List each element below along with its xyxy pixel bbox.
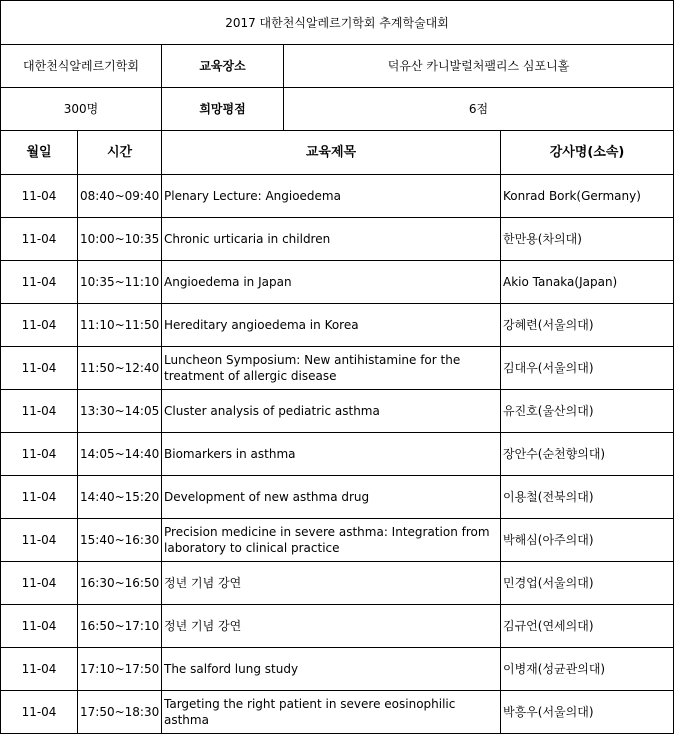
subject-cell: Targeting the right patient in severe eosinophilic asthma <box>162 691 501 734</box>
lecturer-cell: Akio Tanaka(Japan) <box>501 261 674 304</box>
time-cell: 17:10~17:50 <box>78 648 162 691</box>
organizer-cell: 대한천식알레르기학회 <box>1 45 162 88</box>
lecturer-cell: 유진호(울산의대) <box>501 390 674 433</box>
time-cell: 15:40~16:30 <box>78 519 162 562</box>
info-row-organizer <box>1 45 674 88</box>
subject-cell: Precision medicine in severe asthma: Integration from laboratory to clinical practice <box>162 519 501 562</box>
subject-cell: 정년 기념 강연 <box>162 562 501 605</box>
time-cell: 17:50~18:30 <box>78 691 162 734</box>
time-cell: 14:40~15:20 <box>78 476 162 519</box>
time-cell: 13:30~14:05 <box>78 390 162 433</box>
date-cell: 11-04 <box>1 605 78 648</box>
subject-cell: Angioedema in Japan <box>162 261 501 304</box>
subject-cell: Development of new asthma drug <box>162 476 501 519</box>
table-row <box>1 390 674 433</box>
date-cell: 11-04 <box>1 648 78 691</box>
lecturer-cell: 이병재(성균관의대) <box>501 648 674 691</box>
date-cell: 11-04 <box>1 519 78 562</box>
date-cell: 11-04 <box>1 562 78 605</box>
time-cell: 16:30~16:50 <box>78 562 162 605</box>
time-cell: 16:50~17:10 <box>78 605 162 648</box>
lecturer-cell: Konrad Bork(Germany) <box>501 175 674 218</box>
date-cell: 11-04 <box>1 175 78 218</box>
lecturer-cell: 김대우(서울의대) <box>501 347 674 390</box>
table-row <box>1 261 674 304</box>
table-row <box>1 476 674 519</box>
venue-value: 덕유산 카니발럴처팰리스 심포니홀 <box>284 45 674 88</box>
date-cell: 11-04 <box>1 433 78 476</box>
table-row <box>1 347 674 390</box>
venue-label: 교육장소 <box>162 45 284 88</box>
table-row <box>1 691 674 734</box>
lecturer-cell: 장안수(순천향의대) <box>501 433 674 476</box>
subject-cell: Hereditary angioedema in Korea <box>162 304 501 347</box>
score-label: 희망평점 <box>162 88 284 131</box>
lecturer-cell: 박해심(아주의대) <box>501 519 674 562</box>
subject-cell: 정년 기념 강연 <box>162 605 501 648</box>
header-time: 시간 <box>78 131 162 175</box>
lecturer-cell: 박흥우(서울의대) <box>501 691 674 734</box>
table-row <box>1 519 674 562</box>
header-lecturer: 강사명(소속) <box>501 131 674 175</box>
table-row <box>1 218 674 261</box>
table-row <box>1 605 674 648</box>
header-subject: 교육제목 <box>162 131 501 175</box>
subject-cell: Chronic urticaria in children <box>162 218 501 261</box>
table-title: 2017 대한천식알레르기학회 추계학술대회 <box>1 1 674 45</box>
date-cell: 11-04 <box>1 476 78 519</box>
date-cell: 11-04 <box>1 218 78 261</box>
time-cell: 14:05~14:40 <box>78 433 162 476</box>
subject-cell: Plenary Lecture: Angioedema <box>162 175 501 218</box>
subject-cell: The salford lung study <box>162 648 501 691</box>
lecturer-cell: 한만용(차의대) <box>501 218 674 261</box>
lecturer-cell: 강혜련(서울의대) <box>501 304 674 347</box>
date-cell: 11-04 <box>1 304 78 347</box>
table-row <box>1 433 674 476</box>
lecturer-cell: 이용철(전북의대) <box>501 476 674 519</box>
time-cell: 10:00~10:35 <box>78 218 162 261</box>
table-row <box>1 562 674 605</box>
title-row <box>1 1 674 45</box>
date-cell: 11-04 <box>1 691 78 734</box>
date-cell: 11-04 <box>1 261 78 304</box>
date-cell: 11-04 <box>1 390 78 433</box>
header-date: 월일 <box>1 131 78 175</box>
attendees-cell: 300명 <box>1 88 162 131</box>
time-cell: 08:40~09:40 <box>78 175 162 218</box>
info-row-attendees <box>1 88 674 131</box>
time-cell: 10:35~11:10 <box>78 261 162 304</box>
score-value: 6점 <box>284 88 674 131</box>
subject-cell: Biomarkers in asthma <box>162 433 501 476</box>
lecturer-cell: 김규언(연세의대) <box>501 605 674 648</box>
header-row <box>1 131 674 175</box>
subject-cell: Luncheon Symposium: New antihistamine for the treatment of allergic disease <box>162 347 501 390</box>
date-cell: 11-04 <box>1 347 78 390</box>
table-row <box>1 175 674 218</box>
subject-cell: Cluster analysis of pediatric asthma <box>162 390 501 433</box>
table-row <box>1 648 674 691</box>
table-row <box>1 304 674 347</box>
time-cell: 11:50~12:40 <box>78 347 162 390</box>
lecturer-cell: 민경업(서울의대) <box>501 562 674 605</box>
time-cell: 11:10~11:50 <box>78 304 162 347</box>
